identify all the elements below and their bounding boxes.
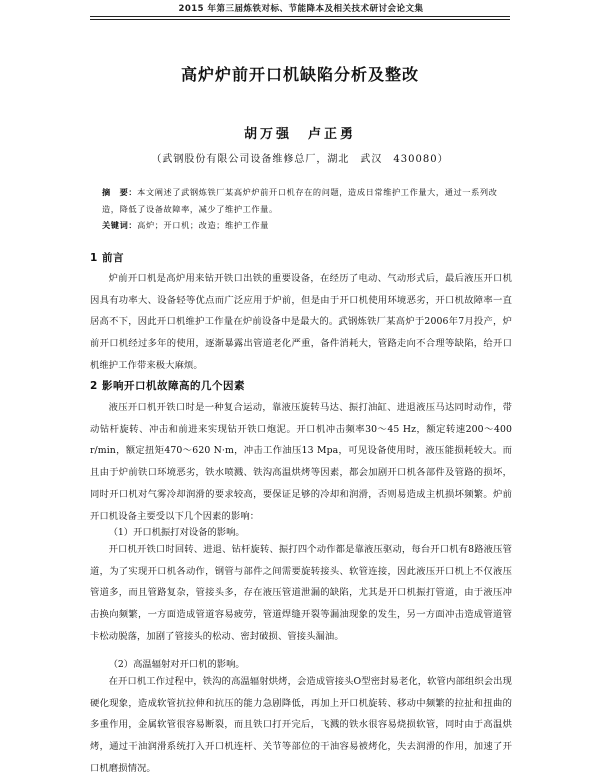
section-1-paragraph: 炉前开口机是高炉用来钻开铁口出铁的重要设备，在经历了电动、气动形式后，最后液压开口机因具有功率大、设备轻等优点而广泛应用于炉前，但是由于开口机使用环境恶劣，开口机故障率一直居高不下，因此开口机维护工作量在炉前设备中是最大的。武钢炼铁厂某高炉于2006年7月投产，炉前开口机经过多年的使用，逐渐暴露出管道老化严重，备件消耗大，管路走向不合理等缺陷，给开口机维护工作带来极大麻烦。: [90, 273, 512, 371]
header-rule: [90, 16, 510, 17]
affiliation: （武钢股份有限公司设备维修总厂，湖北 武汉 430080）: [151, 154, 449, 165]
section-1-heading: 1 前言: [90, 252, 124, 264]
running-header: 2015 年第三届炼铁对标、节能降本及相关技术研讨会论文集: [178, 4, 424, 14]
section-2-heading: 2 影响开口机故障高的几个因素: [90, 380, 245, 392]
section-2-intro: 液压开口机开铁口时是一种复合运动，靠液压旋转马达、振打油缸、进退液压马达同时动作，带动钻杆旋转、冲击和前进来实现钻开铁口炮泥。开口机冲击频率30～45 Hz，额定转速200～400 r/min，额定扭矩470～620 N·m，冲击工作油压13 Mpa，可见设备使用时，液压能损耗较大。而且由于炉前铁口环境恶劣，铁水喷溅、铁沟高温烘烤等因素，都会加剧开口机各部件及管路的损坏，同时开口机对气雾冷却润滑的要求较高，要保证足够的冷却和润滑，否则易造成主机损坏频繁。炉前开口机设备主要受以下几个因素的影响：: [90, 402, 512, 522]
paper-title: 高炉炉前开口机缺陷分析及整改: [180, 65, 419, 84]
item-1-paragraph: 开口机开铁口时回转、进退、钻杆旋转、振打四个动作都是靠液压驱动，每台开口机有8路液压管道，为了实现开口机各动作，钢管与部件之间需要旋转接头、软管连接，因此液压开口机上不仅液压管道多，而且管路复杂，管接头多，存在液压管道泄漏的缺陷，尤其是开口机振打管道，由于液压冲击换向频繁，一方面造成管道容易疲劳，管道焊缝开裂等漏油现象的发生，另一方面冲击造成管道管卡松动脱落，加剧了管接头的松动、密封破损、管接头漏油。: [90, 544, 512, 642]
item-1-heading: （1）开口机振打对设备的影响。: [108, 527, 245, 538]
abstract-label: 摘 要：: [102, 187, 138, 197]
authors: 胡万强 卢正勇: [243, 127, 356, 142]
item-2-paragraph: 在开口机工作过程中，铁沟的高温辐射烘烤，会造成管接头O型密封易老化，软管内部组织会出现硬化现象，造成软管抗拉伸和抗压的能力急剧降低，再加上开口机旋转、移动中频繁的拉扯和扭曲的多重作用，金属软管很容易断裂，而且铁口打开完后，飞溅的铁水很容易烧损软管，同时由于高温烘烤，通过干油润滑系统打入开口机连杆、关节等部位的干油容易被烤化，失去润滑的作用，加速了开口机磨损情况。: [90, 676, 512, 774]
keywords-label: 关键词：: [102, 220, 138, 230]
keywords-text: 高炉；开口机；改造；维护工作量: [137, 220, 269, 230]
abstract-text: 本文阐述了武钢炼铁厂某高炉炉前开口机存在的问题，造成日常维护工作量大，通过一系列改造，降低了设备故障率，减少了维护工作量。: [102, 187, 498, 214]
item-2-heading: （2）高温辐射对开口机的影响。: [108, 659, 245, 670]
header-rule-double: [90, 19, 510, 20]
keywords: [102, 220, 502, 231]
abstract: [102, 184, 502, 218]
